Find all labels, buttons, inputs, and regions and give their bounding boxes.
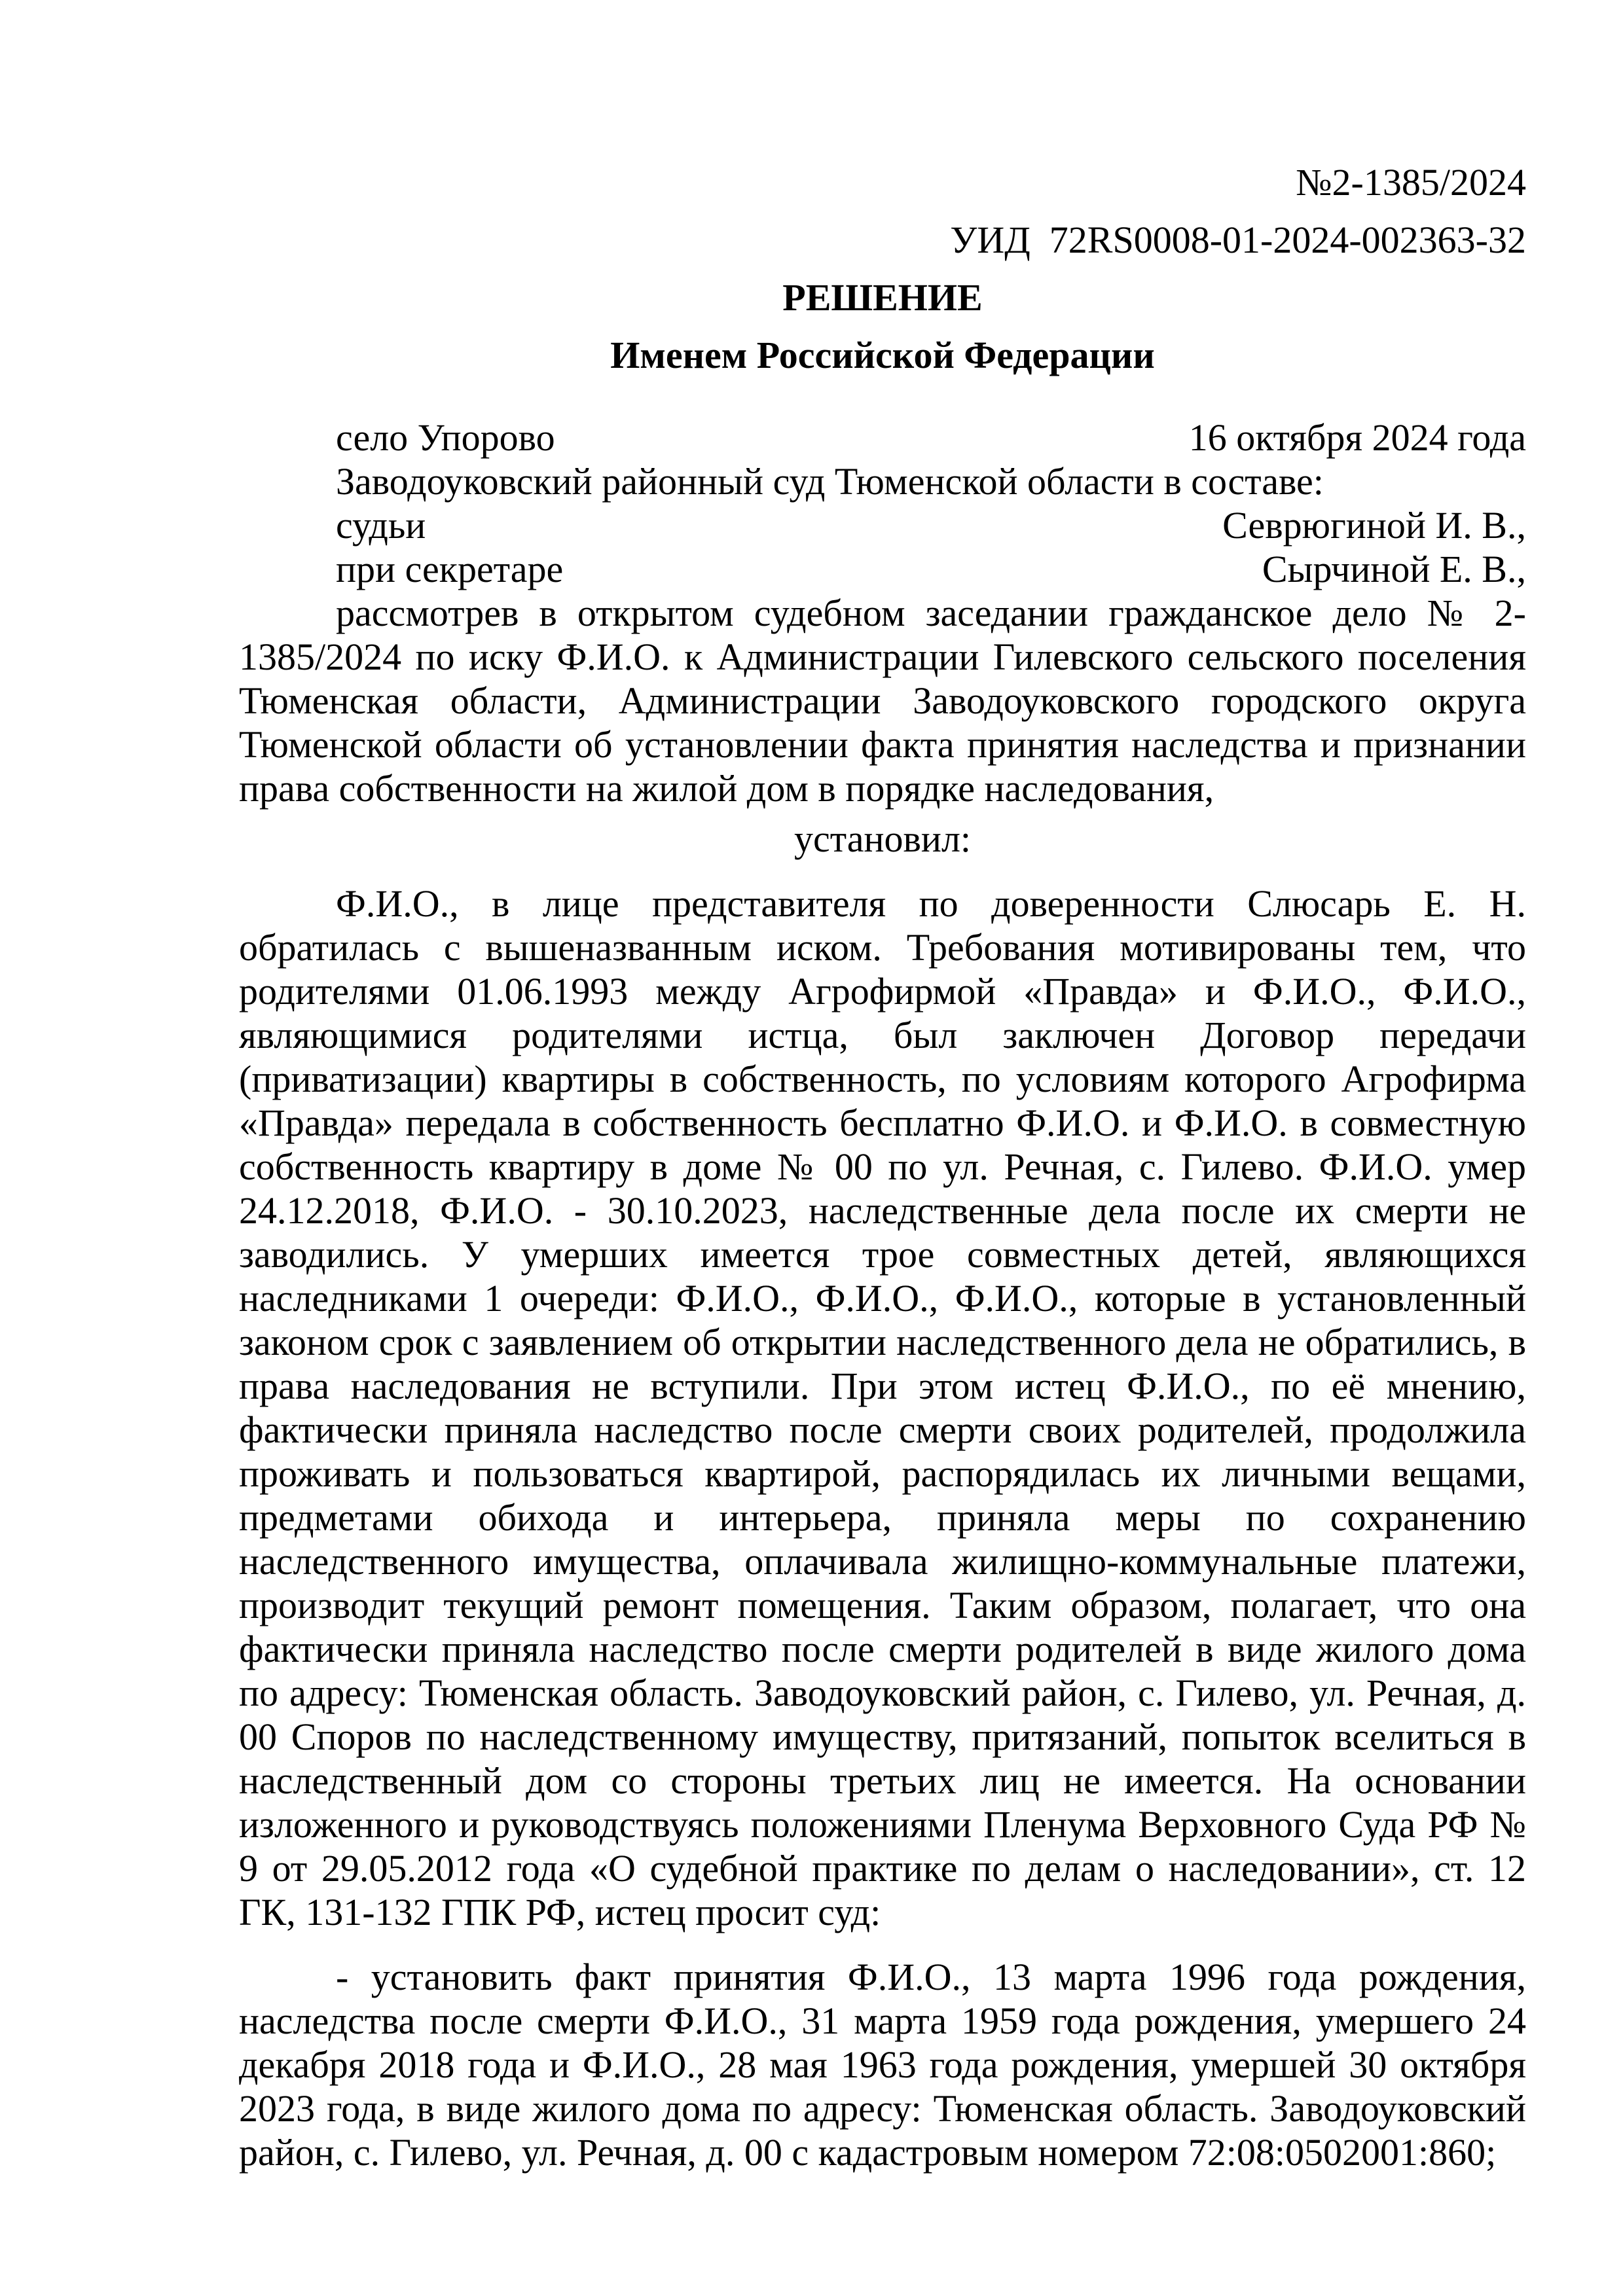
document-subtitle: Именем Российской Федерации xyxy=(610,334,1155,376)
body-paragraph-claim-request: - установить факт принятия Ф.И.О., 13 марта 1996 года рождения, наследства после смерти Ф.И.О., 31 марта 1959 года рождения, умершего 24 декабря 2018 года и Ф.И.О., 28 мая 1963 года рождения, умершей 30 октября 2023 года, в виде жилого дома по адресу: Тюменская область. Заводоуковский район, с. Гилево, ул. Речная, д. 00 с кадастровым номером 72:08:0502001:860; xyxy=(239,1956,1526,2174)
document-title: РЕШЕНИЕ xyxy=(782,276,983,319)
hearing-place: село Упорово xyxy=(336,416,555,459)
body-paragraph-claim-basis: Ф.И.О., в лице представителя по доверенности Слюсарь Е. Н. обратилась с вышеназванным иском. Требования мотивированы тем, что родителями 01.06.1993 между Агрофирмой «Правда» и Ф.И.О., Ф.И.О., являющимися родителями истца, был заключен Договор передачи (приватизации) квартиры в собственность, по условиям которого Агрофирма «Правда» передала в собственность бесплатно Ф.И.О. и Ф.И.О. в совместную собственность квартиру в доме № 00 по ул. Речная, с. Гилево. Ф.И.О. умер 24.12.2018, Ф.И.О. - 30.10.2023, наследственные дела после их смерти не заводились. У умерших имеется трое совместных детей, являющихся наследниками 1 очереди: Ф.И.О., Ф.И.О., Ф.И.О., которые в установленный законом срок с заявлением об открытии наследственного дела не обратились, в права наследования не вступили. При этом истец Ф.И.О., по её мнению, фактически приняла наследство после смерти своих родителей, продолжила проживать и пользоваться квартирой, распорядилась их личными вещами, предметами обихода и интерьера, приняла меры по сохранению наследственного имущества, оплачивала жилищно-коммунальные платежи, производит текущий ремонт помещения. Таким образом, полагает, что она фактически приняла наследство после смерти родителей в виде жилого дома по адресу: Тюменская область. Заводоуковский район, с. Гилево, ул. Речная, д. 00 Споров по наследственному имуществу, притязаний, попыток вселиться в наследственный дом со стороны третьих лиц не имеется. На основании изложенного и руководствуясь положениями Пленума Верховного Суда РФ № 9 от 29.05.2012 года «О судебной практике по делам о наследовании», ст. 12 ГК, 131-132 ГПК РФ, истец просит суд: xyxy=(239,882,1526,1933)
judge-name: Севрюгиной И. В., xyxy=(1222,504,1526,547)
place-date-row xyxy=(239,416,1526,459)
secretary-row xyxy=(239,547,1526,591)
case-description-paragraph: рассмотрев в открытом судебном заседании гражданское дело № 2-1385/2024 по иску Ф.И.О. к Администрации Гилевского сельского поселения Тюменская области, Администрации Заводоуковского городского округа Тюменской области об установлении факта принятия наследства и признании права собственности на жилой дом в порядке наследования, xyxy=(239,592,1526,810)
case-uid: УИД 72RS0008-01-2024-002363-32 xyxy=(950,219,1526,261)
judge-row xyxy=(239,503,1526,547)
secretary-name: Сырчиной Е. В., xyxy=(1262,548,1526,590)
hearing-date: 16 октября 2024 года xyxy=(1188,416,1526,459)
judge-label: судьи xyxy=(336,504,426,547)
secretary-label: при секретаре xyxy=(336,548,564,590)
established-word: установил: xyxy=(793,817,972,860)
case-number: №2-1385/2024 xyxy=(1296,161,1526,204)
court-composition-line: Заводоуковский районный суд Тюменской области в составе: xyxy=(336,460,1324,503)
